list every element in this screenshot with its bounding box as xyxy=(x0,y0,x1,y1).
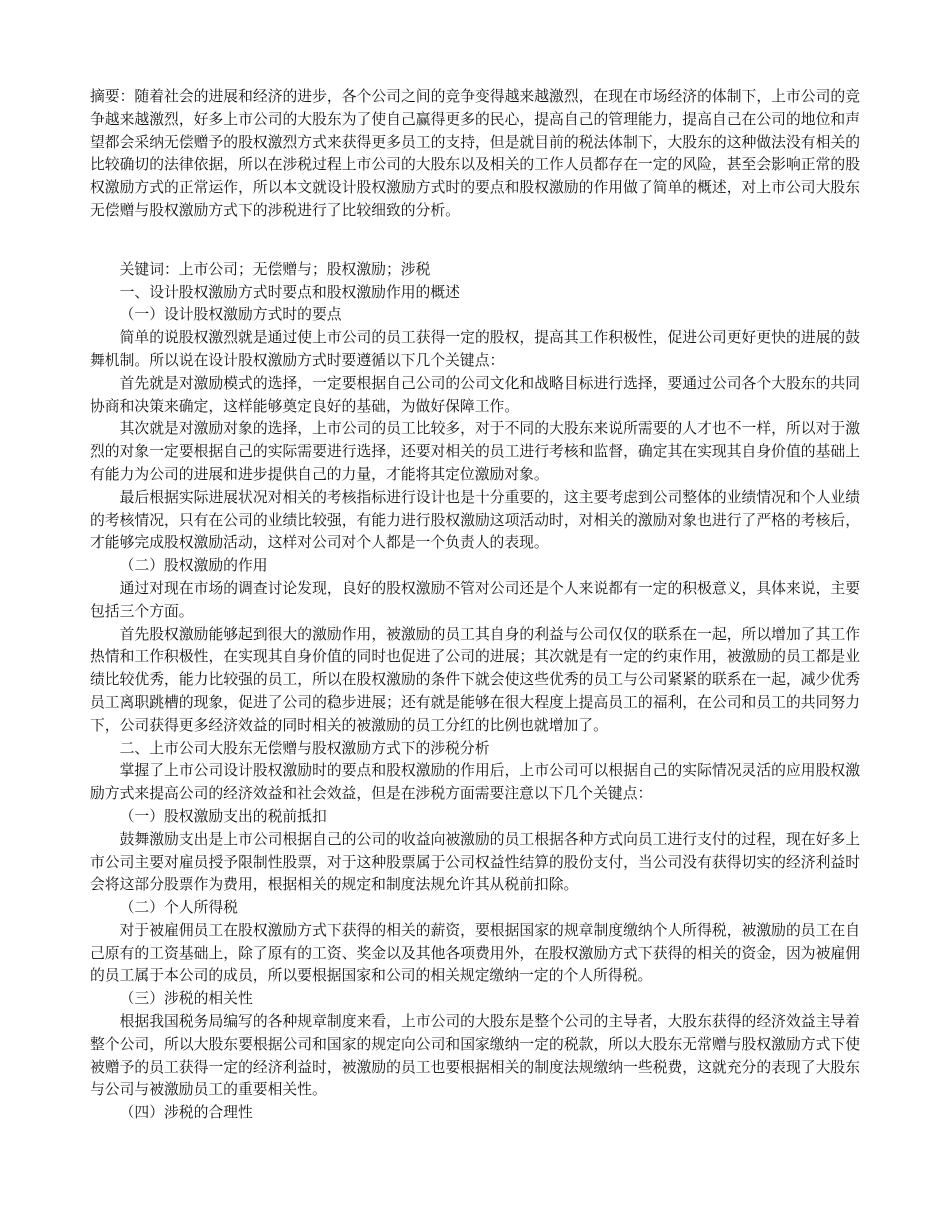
paragraph: 通过对现在市场的调查讨论发现，良好的股权激励不管对公司还是个人来说都有一定的积极意义，具体来说，主要包括三个方面。 xyxy=(90,579,860,620)
keywords-line: 关键词：上市公司；无偿赠与；股权激励；涉税 xyxy=(119,260,431,278)
document-body xyxy=(90,86,860,1125)
section-2-heading: 二、上市公司大股东无偿赠与股权激励方式下的涉税分析 xyxy=(119,739,490,757)
section-2-2-heading: （二）个人所得税 xyxy=(119,899,238,917)
section-1-1-heading: （一）设计股权激励方式时的要点 xyxy=(119,306,342,324)
section-1-2-heading: （二）股权激励的作用 xyxy=(119,557,268,575)
paragraph: 根据我国税务局编写的各种规章制度来看，上市公司的大股东是整个公司的主导者，大股东获得的经济效益主导着整个公司，所以大股东要根据公司和国家的规定向公司和国家缴纳一定的税款，所以大股东无常赠与股权激励方式下使被赠予的员工获得一定的经济利益时，被激励的员工也要根据相关的制度法规缴纳一些税费，这就充分的表现了大股东与公司与被激励员工的重要相关性。 xyxy=(90,1013,860,1099)
paragraph: 鼓舞激励支出是上市公司根据自己的公司的收益向被激励的员工根据各种方式向员工进行支付的过程，现在好多上市公司主要对雇员授予限制性股票，对于这种股票属于公司权益性结算的股份支付，当公司没有获得切实的经济利益时会将这部分股票作为费用，根据相关的规定和制度法规允许其从税前扣除。 xyxy=(90,830,860,894)
paragraph: 首先股权激励能够起到很大的激励作用，被激励的员工其自身的利益与公司仅仅的联系在一起，所以增加了其工作热情和工作积极性，在实现其自身价值的同时也促进了公司的进展；其次就是有一定的约束作用，被激励的员工都是业绩比较优秀，能力比较强的员工，所以在股权激励的条件下就会使这些优秀的员工与公司紧紧的联系在一起，减少优秀员工离职跳槽的现象，促进了公司的稳步进展；还有就是能够在很大程度上提高员工的福利，在公司和员工的共同努力下，公司获得更多经济效益的同时相关的被激励的员工分红的比例也就增加了。 xyxy=(90,625,860,734)
abstract-paragraph: 摘要：随着社会的进展和经济的进步，各个公司之间的竞争变得越来越激烈，在现在市场经济的体制下，上市公司的竞争越来越激烈，好多上市公司的大股东为了使自己赢得更多的民心，提高自己的管理能力，提高自己在公司的地位和声望都会采纳无偿赠予的股权激烈方式来获得更多员工的支持，但是就目前的税法体制下，大股东的这种做法没有相关的比较确切的法律依据，所以在涉税过程上市公司的大股东以及相关的工作人员都存在一定的风险，甚至会影响正常的股权激励方式的正常运作，所以本文就设计股权激励方式时的要点和股权激励的作用做了简单的概述，对上市公司大股东无偿赠与股权激励方式下的涉税进行了比较细致的分析。 xyxy=(90,88,860,219)
paragraph: 对于被雇佣员工在股权激励方式下获得的相关的薪资，要根据国家的规章制度缴纳个人所得税，被激励的员工在自己原有的工资基础上，除了原有的工资、奖金以及其他各项费用外，在股权激励方式下获得的相关的资金，因为被雇佣的员工属于本公司的成员，所以要根据国家和公司的相关规定缴纳一定的个人所得税。 xyxy=(90,921,860,985)
paragraph: 掌握了上市公司设计股权激励时的要点和股权激励的作用后，上市公司可以根据自己的实际情况灵活的应用股权激励方式来提高公司的经济效益和社会效益，但是在涉税方面需要注意以下几个关键点： xyxy=(90,762,860,803)
paragraph: 最后根据实际进展状况对相关的考核指标进行设计也是十分重要的，这主要考虑到公司整体的业绩情况和个人业绩的考核情况，只有在公司的业绩比较强，有能力进行股权激励这项活动时，对相关的激励对象也进行了严格的考核后，才能够完成股权激励活动，这样对公司对个人都是一个负责人的表现。 xyxy=(90,488,860,552)
paragraph: 首先就是对激励模式的选择，一定要根据自己公司的公司文化和战略目标进行选择，要通过公司各个大股东的共同协商和决策来确定，这样能够奠定良好的基础，为做好保障工作。 xyxy=(90,374,860,415)
section-2-1-heading: （一）股权激励支出的税前抵扣 xyxy=(119,807,327,825)
section-2-3-heading: （三）涉税的相关性 xyxy=(119,990,253,1008)
paragraph: 简单的说股权激烈就是通过使上市公司的员工获得一定的股权，提高其工作积极性，促进公司更好更快的进展的鼓舞机制。所以说在设计股权激励方式时要遵循以下几个关键点： xyxy=(90,329,860,369)
section-1-heading: 一、设计股权激励方式时要点和股权激励作用的概述 xyxy=(119,283,460,301)
spacer xyxy=(90,223,860,259)
paragraph: 其次就是对激励对象的选择，上市公司的员工比较多，对于不同的大股东来说所需要的人才也不一样，所以对于激烈的对象一定要根据自己的实际需要进行选择，还要对相关的员工进行考核和监督，确定其在实现其自身价值的基础上有能力为公司的进展和进步提供自己的力量，才能将其定位激励对象。 xyxy=(90,420,860,483)
section-2-4-heading: （四）涉税的合理性 xyxy=(119,1104,253,1122)
